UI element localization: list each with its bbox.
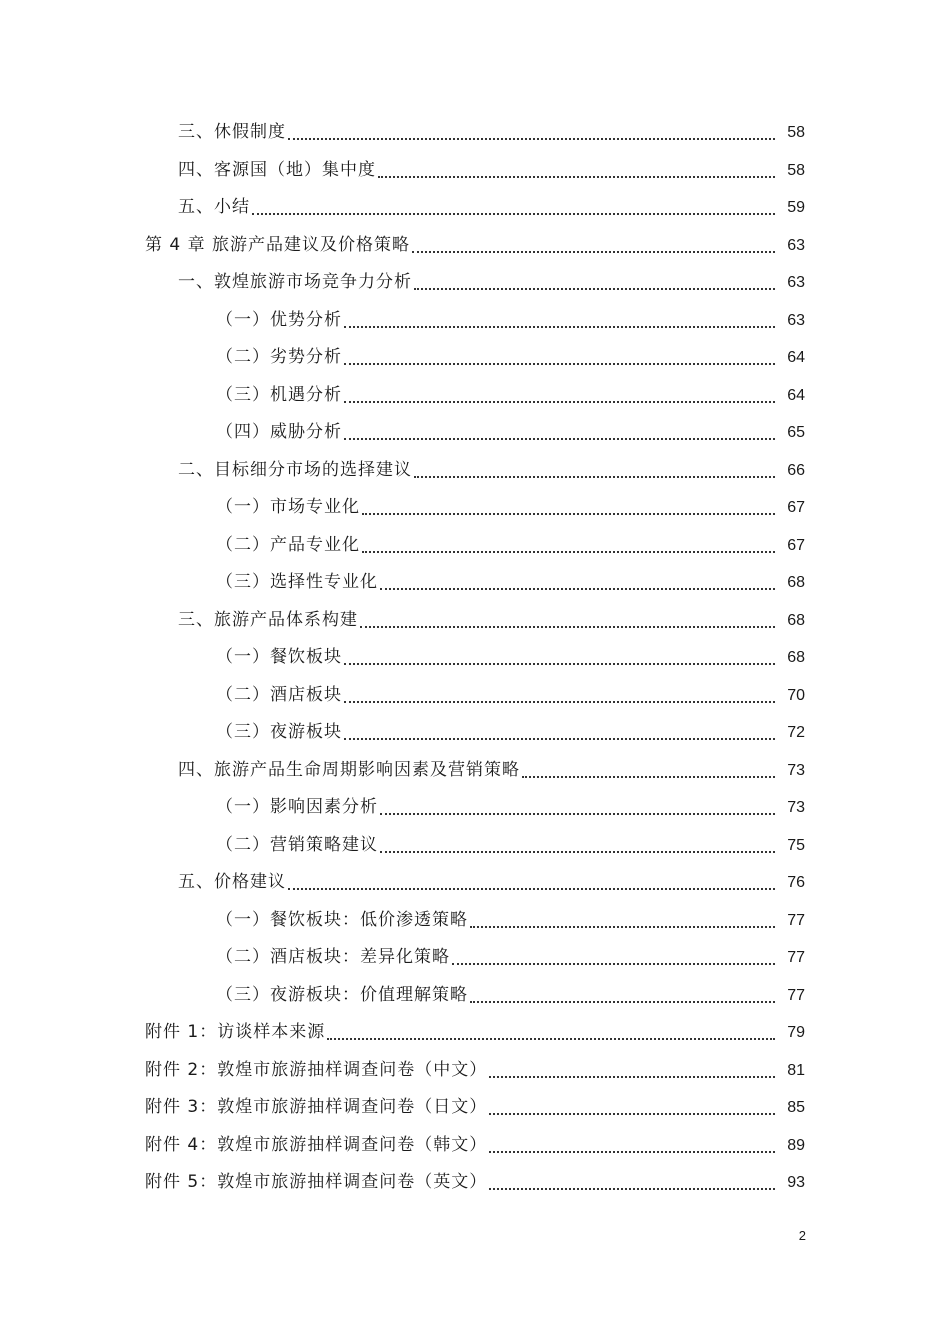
toc-entry-title: 附件 1：访谈样本来源 xyxy=(145,1022,326,1042)
toc-entry-page: 68 xyxy=(787,611,805,629)
toc-entry-page: 63 xyxy=(787,311,805,329)
toc-leader-dots xyxy=(470,902,775,940)
toc-entry-page: 77 xyxy=(787,911,805,929)
toc-entry[interactable] xyxy=(0,527,950,565)
toc-leader-dots xyxy=(344,302,775,340)
toc-entry-title: 三、旅游产品体系构建 xyxy=(178,609,358,630)
toc-leader-dots xyxy=(452,939,775,977)
toc-entry-page: 63 xyxy=(787,236,805,254)
toc-leader-dots xyxy=(380,789,775,827)
toc-leader-dots xyxy=(362,489,775,527)
toc-entry[interactable] xyxy=(0,152,950,190)
toc-leader-dots xyxy=(327,1014,775,1052)
toc-entry-page: 73 xyxy=(787,799,805,816)
toc-leader-dots xyxy=(414,452,775,490)
toc-entry-title: 附件 5：敦煌市旅游抽样调查问卷（英文） xyxy=(145,1172,488,1192)
toc-leader-dots xyxy=(344,714,775,752)
toc-leader-dots xyxy=(378,152,775,190)
toc-entry-page: 68 xyxy=(787,649,805,666)
toc-entry[interactable] xyxy=(0,977,950,1015)
toc-entry-title: （二）劣势分析 xyxy=(216,347,342,367)
toc-leader-dots xyxy=(489,1089,775,1127)
toc-entry-page: 85 xyxy=(787,1099,805,1116)
toc-entry-title: 四、旅游产品生命周期影响因素及营销策略 xyxy=(178,759,520,780)
toc-entry-page: 77 xyxy=(787,949,805,966)
toc-leader-dots xyxy=(412,227,775,265)
toc-entry[interactable] xyxy=(0,864,950,902)
toc-entry-page: 81 xyxy=(787,1061,805,1079)
toc-entry[interactable] xyxy=(0,189,950,227)
toc-entry[interactable] xyxy=(0,414,950,452)
toc-entry-title: （一）餐饮板块：低价渗透策略 xyxy=(216,909,468,930)
toc-leader-dots xyxy=(344,377,775,415)
toc-entry-title: （二）营销策略建议 xyxy=(216,834,378,855)
toc-entry-title: 二、目标细分市场的选择建议 xyxy=(178,459,412,480)
toc-entry-page: 67 xyxy=(787,499,805,516)
toc-entry-page: 93 xyxy=(787,1174,805,1191)
toc-entry[interactable] xyxy=(0,264,950,302)
toc-entry-title: （一）餐饮板块 xyxy=(216,647,342,667)
toc-entry-page: 70 xyxy=(787,686,805,704)
toc-entry-title: 三、休假制度 xyxy=(178,122,286,142)
toc-entry-title: （一）市场专业化 xyxy=(216,497,360,517)
toc-entry-title: 附件 3：敦煌市旅游抽样调查问卷（日文） xyxy=(145,1097,488,1117)
toc-entry-page: 76 xyxy=(787,874,805,891)
toc-leader-dots xyxy=(414,264,775,302)
toc-entry-title: 一、敦煌旅游市场竞争力分析 xyxy=(178,272,412,292)
toc-entry[interactable] xyxy=(0,789,950,827)
toc-entry-title: 五、价格建议 xyxy=(178,872,286,892)
toc-entry[interactable] xyxy=(0,339,950,377)
toc-leader-dots xyxy=(489,1164,775,1202)
toc-entry-title: （三）夜游板块 xyxy=(216,722,342,742)
toc-entry-title: 四、客源国（地）集中度 xyxy=(178,159,376,180)
toc-entry[interactable] xyxy=(0,1052,950,1090)
toc-entry-page: 75 xyxy=(787,836,805,854)
toc-entry-title: （二）产品专业化 xyxy=(216,534,360,555)
toc-entry-page: 63 xyxy=(787,274,805,291)
toc-entry[interactable] xyxy=(0,939,950,977)
toc-entry[interactable] xyxy=(0,902,950,940)
toc-leader-dots xyxy=(344,339,775,377)
toc-leader-dots xyxy=(522,752,775,790)
toc-entry-title: （三）夜游板块：价值理解策略 xyxy=(216,984,468,1005)
toc-entry[interactable] xyxy=(0,227,950,265)
toc-entry-page: 66 xyxy=(787,461,805,479)
toc-leader-dots xyxy=(344,677,775,715)
toc-entry[interactable] xyxy=(0,114,950,152)
toc-entry-page: 64 xyxy=(787,386,805,404)
toc-leader-dots xyxy=(344,639,775,677)
toc-leader-dots xyxy=(470,977,775,1015)
toc-entry-title: （三）选择性专业化 xyxy=(216,572,378,592)
toc-entry-page: 77 xyxy=(787,986,805,1004)
toc-entry-page: 58 xyxy=(787,124,805,141)
toc-entry-page: 59 xyxy=(787,199,805,216)
toc-entry-title: （一）优势分析 xyxy=(216,309,342,330)
page-number: 2 xyxy=(798,1228,806,1243)
toc-entry[interactable] xyxy=(0,489,950,527)
toc-entry[interactable] xyxy=(0,677,950,715)
toc-leader-dots xyxy=(344,414,775,452)
toc-entry[interactable] xyxy=(0,639,950,677)
toc-entry[interactable] xyxy=(0,1127,950,1165)
toc-entry-page: 73 xyxy=(787,761,805,779)
toc-entry-page: 67 xyxy=(787,536,805,554)
toc-entry-page: 72 xyxy=(787,724,805,741)
toc-entry[interactable] xyxy=(0,377,950,415)
toc-entry-title: 附件 4：敦煌市旅游抽样调查问卷（韩文） xyxy=(145,1134,488,1155)
toc-entry[interactable] xyxy=(0,1164,950,1202)
toc-entry[interactable] xyxy=(0,1014,950,1052)
toc-entry-title: （三）机遇分析 xyxy=(216,384,342,405)
toc-entry[interactable] xyxy=(0,602,950,640)
toc-entry-page: 58 xyxy=(787,161,805,179)
toc-entry[interactable] xyxy=(0,452,950,490)
toc-entry-title: 第 4 章 旅游产品建议及价格策略 xyxy=(145,234,411,255)
toc-leader-dots xyxy=(288,864,775,902)
toc-entry-page: 68 xyxy=(787,574,805,591)
toc-entry[interactable] xyxy=(0,752,950,790)
toc-entry-title: （二）酒店板块 xyxy=(216,684,342,705)
table-of-contents xyxy=(0,114,950,1202)
toc-leader-dots xyxy=(360,602,775,640)
toc-leader-dots xyxy=(380,564,775,602)
toc-entry[interactable] xyxy=(0,302,950,340)
toc-entry[interactable] xyxy=(0,714,950,752)
toc-entry-title: （四）威胁分析 xyxy=(216,422,342,442)
toc-entry-page: 65 xyxy=(787,424,805,441)
toc-leader-dots xyxy=(252,189,775,227)
toc-entry-page: 89 xyxy=(787,1136,805,1154)
toc-leader-dots xyxy=(288,114,775,152)
toc-entry-title: 附件 2：敦煌市旅游抽样调查问卷（中文） xyxy=(145,1059,488,1080)
toc-leader-dots xyxy=(489,1127,775,1165)
toc-entry-page: 79 xyxy=(787,1024,805,1041)
toc-entry-title: （一）影响因素分析 xyxy=(216,797,378,817)
toc-leader-dots xyxy=(380,827,775,865)
toc-entry[interactable] xyxy=(0,1089,950,1127)
toc-entry-page: 64 xyxy=(787,349,805,366)
toc-leader-dots xyxy=(489,1052,775,1090)
toc-entry[interactable] xyxy=(0,827,950,865)
toc-leader-dots xyxy=(362,527,775,565)
toc-entry-title: 五、小结 xyxy=(178,197,250,217)
toc-entry[interactable] xyxy=(0,564,950,602)
toc-entry-title: （二）酒店板块：差异化策略 xyxy=(216,947,450,967)
